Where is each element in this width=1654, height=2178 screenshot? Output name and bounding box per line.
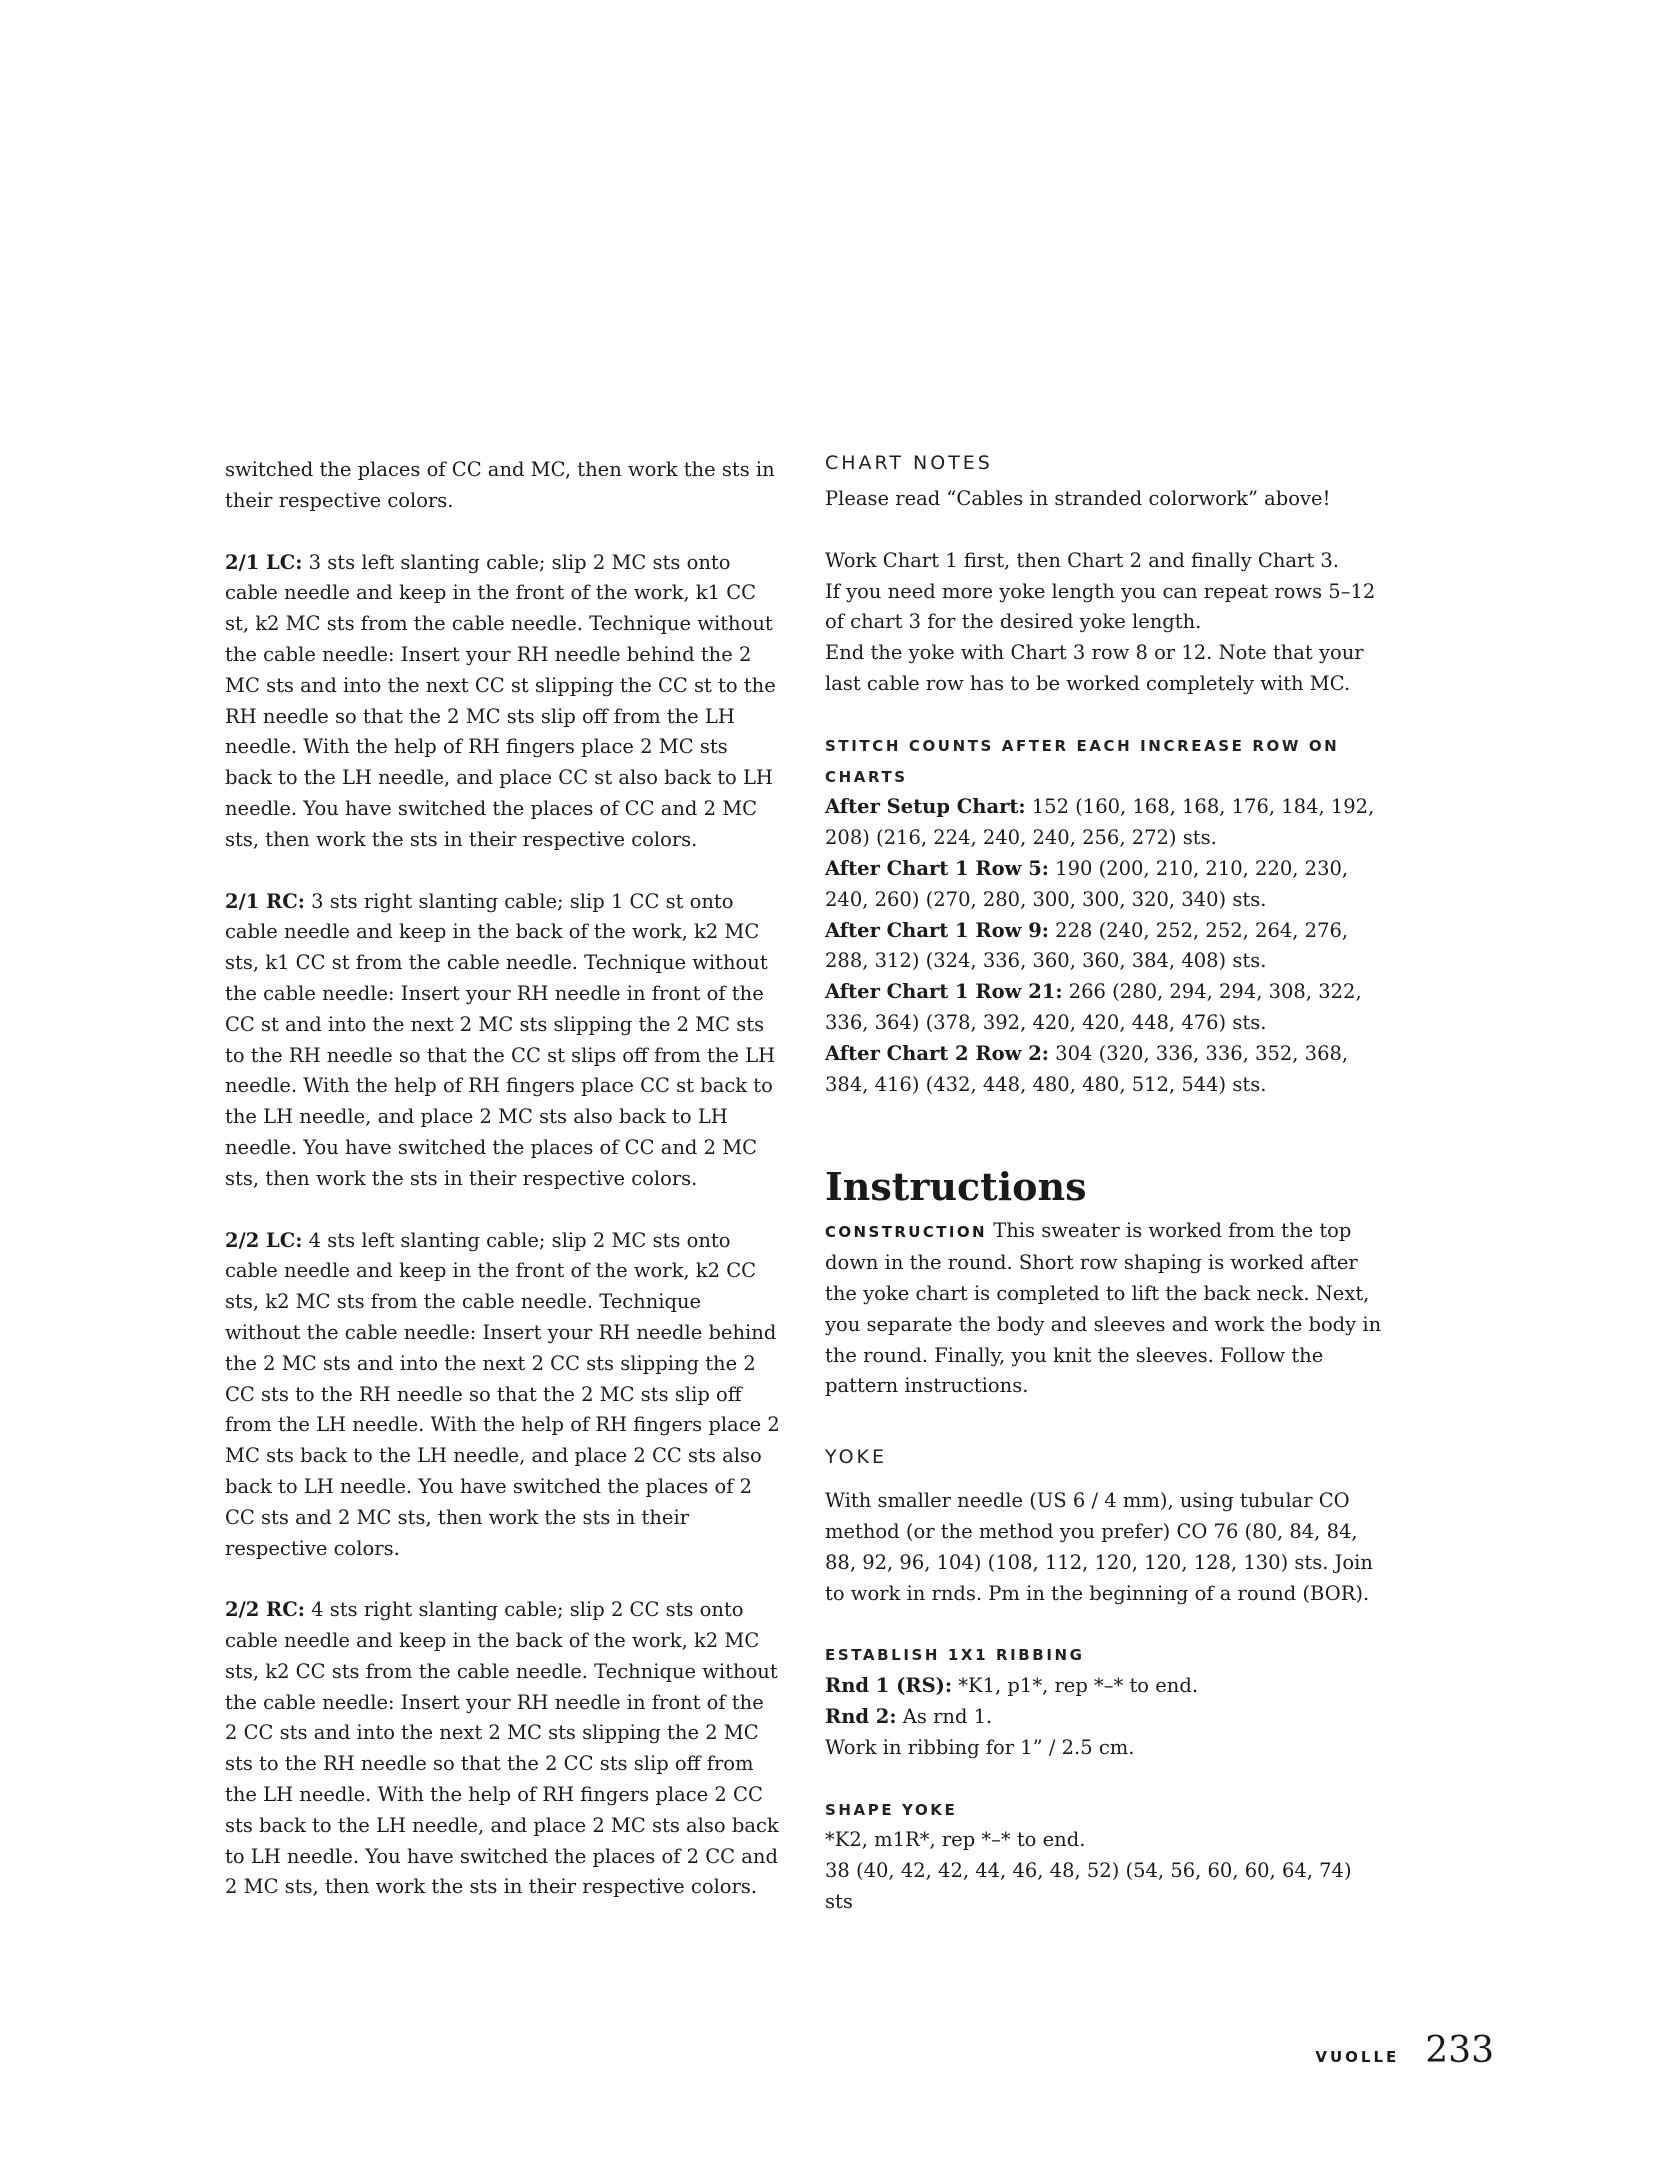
rnd1-text: *K1, p1*, rep *–* to end.	[952, 1674, 1199, 1698]
stitch-count-label: After Chart 1 Row 5:	[825, 856, 1049, 880]
yoke-title: YOKE	[825, 1446, 887, 1469]
shape-yoke-line-1: *K2, m1R*, rep *–* to end.	[825, 1828, 1086, 1852]
left-column	[225, 455, 780, 1903]
cable-2-1-lc-paragraph	[225, 548, 780, 856]
shape-yoke-line-2: 38 (40, 42, 42, 44, 46, 48, 52) (54, 56, 60, 60, 64, 74) sts	[825, 1859, 1352, 1913]
chart-notes-body: Work Chart 1 first, then Chart 2 and finally Chart 3. If you need more yoke length you can repeat rows 5–12 of chart 3 for the desired yoke length. End the yoke with Chart 3 row 8 or 12. Note that your last cable row has to be worked completely with MC.	[825, 548, 1376, 695]
cable-2-2-lc-paragraph	[225, 1226, 780, 1565]
cable-2-1-rc-label: 2/1 RC:	[225, 889, 305, 913]
right-column	[825, 448, 1385, 1918]
cable-2-1-rc-text: 3 sts right slanting cable; slip 1 CC st onto cable needle and keep in the back of the work, k2 MC sts, k1 CC st from the cable needle. Technique without the cable needle: Insert your RH needle in front of the CC st and into the next 2 MC sts slipping the 2 MC sts to the RH needle so that the CC st slips off from the LH needle. With the help of RH fingers place CC st back to the LH needle, and place 2 MC sts also back to LH needle. You have switched the places of CC and 2 MC sts, then work the sts in their respective colors.	[225, 889, 776, 1190]
cable-2-1-rc-paragraph	[225, 887, 780, 1195]
chart-notes-title: CHART NOTES	[825, 452, 993, 474]
stitch-count-text: 266 (280, 294, 294, 308, 322, 336, 364) (378, 392, 420, 420, 448, 476) sts.	[825, 980, 1362, 1034]
instructions-heading: Instructions	[825, 1164, 1087, 1210]
chart-notes-intro: Please read “Cables in stranded colorwork” above!	[825, 487, 1331, 510]
ribbing-title: ESTABLISH 1X1 RIBBING	[825, 1646, 1085, 1665]
shape-yoke-title: SHAPE YOKE	[825, 1800, 958, 1819]
page-footer	[1315, 2030, 1494, 2071]
construction-paragraph	[825, 1216, 1385, 1402]
stitch-count-label: After Chart 1 Row 9:	[825, 918, 1049, 942]
cable-2-2-rc-label: 2/2 RC:	[225, 1598, 305, 1622]
cable-2-2-rc-paragraph	[225, 1595, 780, 1903]
stitch-count-label: After Chart 2 Row 2:	[825, 1041, 1049, 1065]
cable-2-2-lc-label: 2/2 LC:	[225, 1228, 303, 1252]
stitch-counts-title: STITCH COUNTS AFTER EACH INCREASE ROW ON CHARTS	[825, 736, 1340, 786]
stitch-count-item	[825, 977, 1385, 1039]
cable-2-1-lc-label: 2/1 LC:	[225, 550, 303, 574]
stitch-count-text: 190 (200, 210, 210, 220, 230, 240, 260) (270, 280, 300, 300, 320, 340) sts.	[825, 856, 1349, 911]
ribbing-work-line: Work in ribbing for 1” / 2.5 cm.	[825, 1735, 1135, 1759]
cable-2-2-rc-text: 4 sts right slanting cable; slip 2 CC sts onto cable needle and keep in the back of the work, k2 MC sts, k2 CC sts from the cable needle. Technique without the cable needle: Insert your RH needle in front of the 2 CC sts and into the next 2 MC sts slipping the 2 MC sts to the RH needle so that the 2 CC sts slip off from the LH needle. With the help of RH fingers place 2 CC sts back to the LH needle, and place 2 MC sts also back to LH needle. You have switched the places of 2 CC and 2 MC sts, then work the sts in their respective colors.	[225, 1598, 779, 1899]
stitch-count-label: After Chart 1 Row 21:	[825, 980, 1063, 1004]
stitch-count-text: 228 (240, 252, 252, 264, 276, 288, 312) (324, 336, 360, 360, 384, 408) sts.	[825, 918, 1349, 973]
stitch-count-item	[825, 1039, 1385, 1101]
book-title: VUOLLE	[1315, 2048, 1400, 2066]
construction-text: This sweater is worked from the top down in the round. Short row shaping is worked after the yoke chart is completed to lift the back neck. Next, you separate the body and sleeves and work the body in the round. Finally, you knit the sleeves. Follow the pattern instructions.	[825, 1219, 1382, 1398]
cable-2-1-lc-text: 3 sts left slanting cable; slip 2 MC sts onto cable needle and keep in the front of the work, k1 CC st, k2 MC sts from the cable needle. Technique without the cable needle: Insert your RH needle behind the 2 MC sts and into the next CC st slipping the CC st to the RH needle so that the 2 MC sts slip off from the LH needle. With the help of RH fingers place 2 MC sts back to the LH needle, and place CC st also back to LH needle. You have switched the places of CC and 2 MC sts, then work the sts in their respective colors.	[225, 550, 776, 851]
stitch-counts-list	[825, 792, 1385, 1100]
construction-label: CONSTRUCTION	[825, 1223, 988, 1242]
stitch-count-item	[825, 792, 1385, 854]
cable-2-2-lc-text: 4 sts left slanting cable; slip 2 MC sts onto cable needle and keep in the front of the work, k2 CC sts, k2 MC sts from the cable needle. Technique without the cable needle: Insert your RH needle behind the 2 MC sts and into the next 2 CC sts slipping the 2 CC sts to the RH needle so that the 2 MC sts slip off from the LH needle. With the help of RH fingers place 2 MC sts back to the LH needle, and place 2 CC sts also back to LH needle. You have switched the places of 2 CC sts and 2 MC sts, then work the sts in their respective colors.	[225, 1228, 780, 1560]
yoke-paragraph: With smaller needle (US 6 / 4 mm), using tubular CO method (or the method you prefer) CO 76 (80, 84, 84, 88, 92, 96, 104) (108, 112, 120, 120, 128, 130) sts. Join to work in rnds. Pm in the beginning of a round (BOR).	[825, 1489, 1373, 1605]
stitch-count-text: 152 (160, 168, 168, 176, 184, 192, 208) (216, 224, 240, 240, 256, 272) sts.	[825, 795, 1375, 850]
stitch-count-text: 304 (320, 336, 336, 352, 368, 384, 416) (432, 448, 480, 480, 512, 544) sts.	[825, 1041, 1349, 1096]
rnd2-label: Rnd 2:	[825, 1704, 897, 1728]
page-number: 233	[1425, 2030, 1494, 2071]
stitch-count-item	[825, 916, 1385, 978]
stitch-count-label: After Setup Chart:	[825, 795, 1026, 819]
intro-paragraph: switched the places of CC and MC, then work the sts in their respective colors.	[225, 458, 775, 512]
rnd1-line	[825, 1671, 1385, 1702]
rnd2-line	[825, 1702, 1385, 1733]
rnd2-text: As rnd 1.	[896, 1704, 993, 1728]
rnd1-label: Rnd 1 (RS):	[825, 1674, 953, 1698]
stitch-count-item	[825, 854, 1385, 916]
